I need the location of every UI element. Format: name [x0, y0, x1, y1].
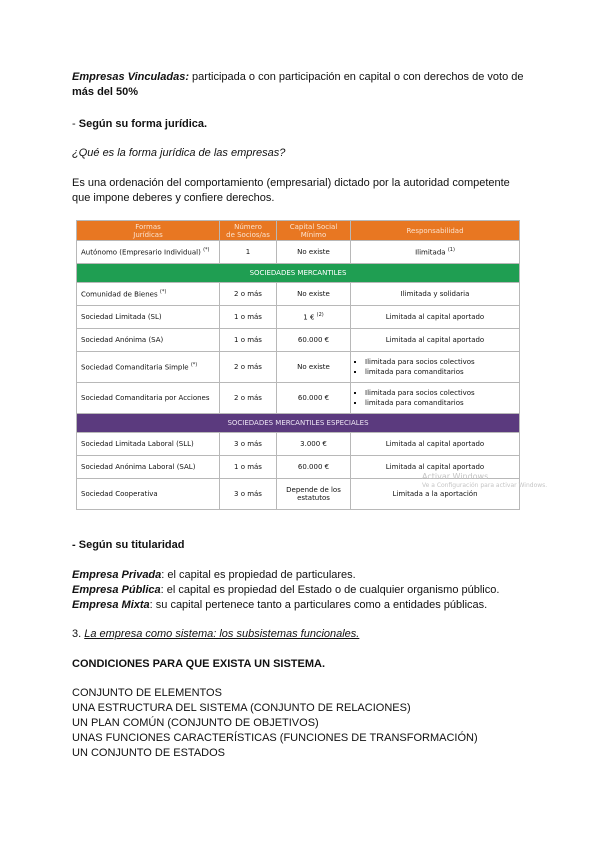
table-row: Sociedad Cooperativa 3 o más Depende de los estatutos Limitada a la aportación [77, 479, 520, 510]
windows-activation-watermark: Activar Windows Ve a Configuración para activar Windows. [422, 472, 548, 489]
section-titularidad-heading [72, 538, 184, 553]
condiciones-list [72, 686, 478, 761]
table-row: Sociedad Limitada (SL) 1 o más 1 € $^{(2)}$ Limitada al capital aportado [77, 306, 520, 329]
list-item: CONJUNTO DE ELEMENTOS [72, 687, 222, 699]
list-item: UN CONJUNTO DE ESTADOS [72, 747, 225, 759]
table-row: Sociedad Comanditaria Simple (*) 2 o más No existe ▪ Ilimitada para socios colectivos ▪ limitada para comanditarios [77, 352, 520, 383]
legal-forms-table [76, 220, 520, 510]
list-item: UN PLAN COMÚN (CONJUNTO DE OBJETIVOS) [72, 717, 319, 729]
titularidad-paragraph: Empresa Privada: el capital es propiedad de particulares. Empresa Pública: el capital es propiedad del Estado o de cualquier organismo público. Empresa Mixta: su capital pertenece tanto a particulares como a entidades públicas. [72, 569, 500, 611]
list-item: UNA ESTRUCTURA DEL SISTEMA (CONJUNTO DE RELACIONES) [72, 702, 411, 714]
table-row: Autónomo (Empresario Individual) (*) 1 No existe Ilimitada $^{(1)}$ [77, 241, 520, 264]
section-titularidad-title: Según su titularidad [78, 539, 185, 551]
section-forma-heading [72, 117, 207, 132]
definition-paragraph [72, 176, 542, 206]
table-row: Sociedad Anónima Laboral (SAL) 1 o más 60.000 € Limitada al capital aportado [77, 456, 520, 479]
group-row-especiales: SOCIEDADES MERCANTILES ESPECIALES [77, 414, 520, 433]
intro-paragraph [72, 70, 542, 100]
table-row: Sociedad Limitada Laboral (SLL) 3 o más 3.000 € Limitada al capital aportado [77, 433, 520, 456]
header-responsabilidad: Responsabilidad [351, 221, 520, 241]
header-formas: Formas Jurídicas [77, 221, 220, 241]
definition-line-2: que impone deberes y confiere derechos. [72, 192, 275, 204]
list-item: UNAS FUNCIONES CARACTERÍSTICAS (FUNCIONES DE TRANSFORMACIÓN) [72, 732, 478, 744]
intro-text: participada o con participación en capital o con derechos de voto de [188, 71, 524, 83]
intro-term: Empresas Vinculadas: [72, 71, 189, 83]
section-3-heading: 3. La empresa como sistema: los subsistemas funcionales. [72, 628, 360, 640]
group-row-mercantiles: SOCIEDADES MERCANTILES [77, 264, 520, 283]
header-socios: Número de Socios/as [220, 221, 277, 241]
condiciones-title: CONDICIONES PARA QUE EXISTA UN SISTEMA. [72, 658, 326, 670]
table-row: Sociedad Comanditaria por Acciones 2 o más 60.000 € ▪ Ilimitada para socios colectivos ▪ limitada para comanditarios [77, 383, 520, 414]
table-header-row [77, 221, 520, 241]
header-capital: Capital Social Mínimo [277, 221, 351, 241]
table-row: Comunidad de Bienes (*) 2 o más No existe Ilimitada y solidaria [77, 283, 520, 306]
section-3-title: La empresa como sistema: los subsistemas funcionales. [84, 628, 360, 640]
section-forma-dash: - [72, 118, 79, 130]
section-forma-title: Según su forma jurídica. [78, 118, 208, 130]
question-line: ¿Qué es la forma jurídica de las empresas? [72, 147, 286, 159]
definition-line-1: Es una ordenación del comportamiento (empresarial) dictado por la autoridad competente [72, 177, 510, 189]
section-titularidad-dash: - [72, 539, 79, 551]
intro-bold-tail: más del 50% [72, 86, 139, 98]
table-row: Sociedad Anónima (SA) 1 o más 60.000 € Limitada al capital aportado [77, 329, 520, 352]
